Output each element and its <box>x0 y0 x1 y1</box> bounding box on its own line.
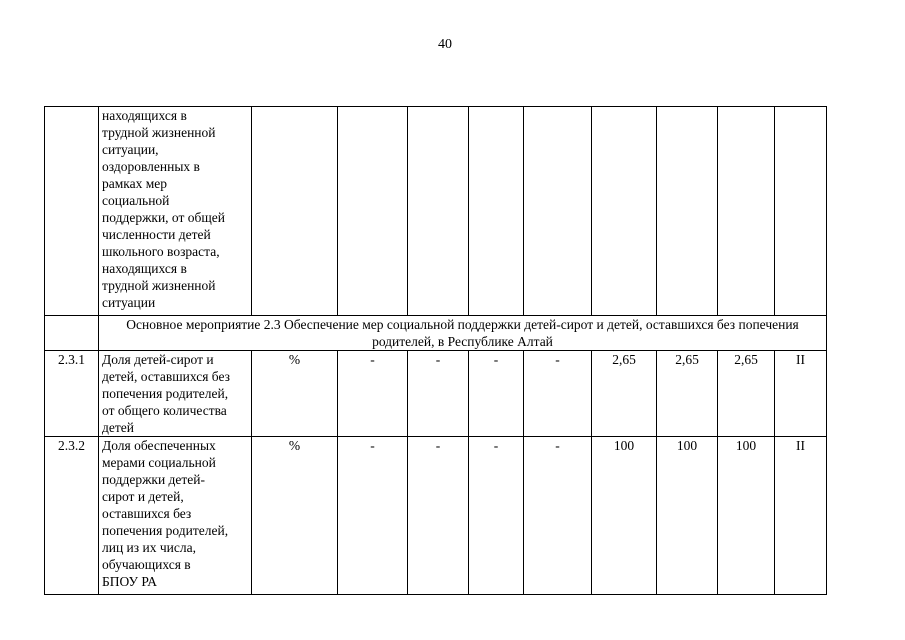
type-cell <box>775 107 827 316</box>
table-row-section <box>45 316 827 351</box>
row-number-cell <box>45 107 99 316</box>
indicators-table <box>44 106 827 595</box>
unit-cell: % <box>252 437 338 595</box>
value-cell <box>718 107 775 316</box>
value-cell: - <box>408 437 469 595</box>
table-row <box>45 351 827 437</box>
value-cell: 100 <box>657 437 718 595</box>
row-number-cell: 2.3.2 <box>45 437 99 595</box>
value-cell: - <box>469 351 524 437</box>
indicator-name-cell <box>99 107 252 316</box>
value-cell: 2,65 <box>592 351 657 437</box>
section-title: Основное мероприятие 2.3 Обеспечение мер социальной поддержки детей-сирот и детей, оставшихся без попечения родителей, в Республике Алтай <box>99 316 827 351</box>
indicator-name: Доля обеспеченных мерами социальной поддержки детей- сирот и детей, оставшихся без попечения родителей, лиц из их числа, обучающихся в БПОУ РА <box>102 438 229 589</box>
value-cell <box>592 107 657 316</box>
value-cell: 2,65 <box>657 351 718 437</box>
row-number-cell: 2.3.1 <box>45 351 99 437</box>
value-cell: 100 <box>592 437 657 595</box>
value-cell: 100 <box>718 437 775 595</box>
indicator-name-cell <box>99 437 252 595</box>
indicator-name: Доля детей-сирот и детей, оставшихся без попечения родителей, от общего количества детей <box>102 352 230 435</box>
type-cell: II <box>775 437 827 595</box>
value-cell <box>469 107 524 316</box>
unit-cell: % <box>252 351 338 437</box>
value-cell: - <box>338 437 408 595</box>
indicator-name-cell <box>99 351 252 437</box>
page-number: 40 <box>438 37 452 52</box>
value-cell: - <box>408 351 469 437</box>
table-row-continuation <box>45 107 827 316</box>
value-cell: - <box>524 351 592 437</box>
value-cell: 2,65 <box>718 351 775 437</box>
unit-cell <box>252 107 338 316</box>
type-cell: II <box>775 351 827 437</box>
value-cell: - <box>338 351 408 437</box>
section-number-cell <box>45 316 99 351</box>
indicator-name: находящихся в трудной жизненной ситуации, оздоровленных в рамках мер социальной поддержки, от общей численности детей школьного возраста, находящихся в трудной жизненной ситуации <box>102 108 226 310</box>
value-cell <box>408 107 469 316</box>
value-cell <box>657 107 718 316</box>
value-cell: - <box>524 437 592 595</box>
value-cell: - <box>469 437 524 595</box>
value-cell <box>524 107 592 316</box>
value-cell <box>338 107 408 316</box>
table-row <box>45 437 827 595</box>
